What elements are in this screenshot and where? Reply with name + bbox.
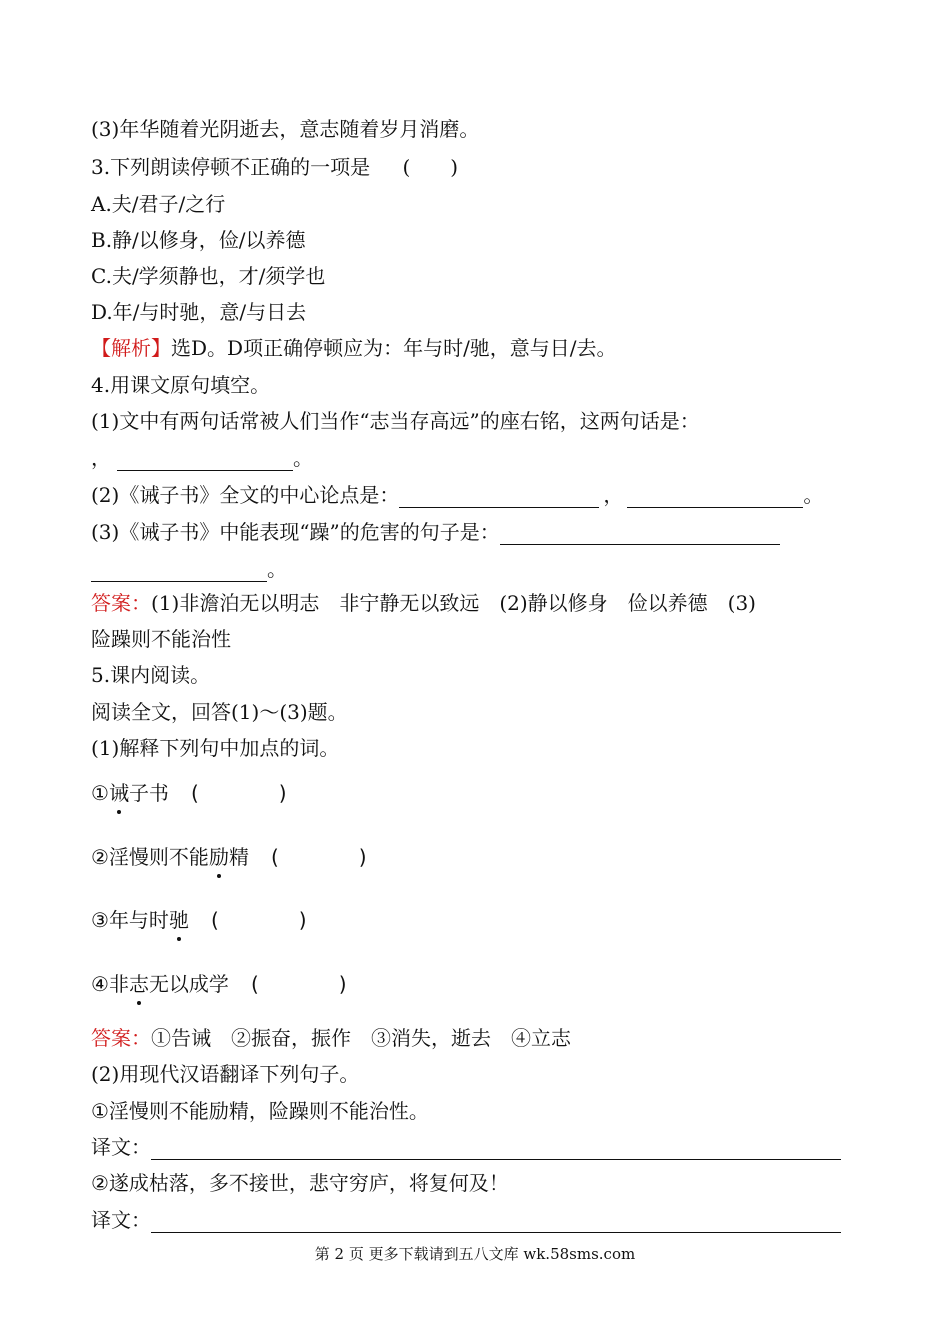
q4-answer <box>91 590 756 616</box>
item-number: ② <box>91 845 109 869</box>
q4-stem: 4.用课文原句填空。 <box>91 373 271 397</box>
analysis-label: 【解析】 <box>91 336 171 360</box>
q5-sentence2: ②遂成枯落，多不接世，悲守穷庐，将复何及！ <box>91 1171 509 1195</box>
word-pre: 年与时 <box>108 908 169 932</box>
fill-blank[interactable] <box>627 487 803 508</box>
page-footer: 第 2 页 更多下载请到五八文库 wk.58sms.com <box>314 1245 636 1263</box>
q3-stem <box>91 154 458 180</box>
q5-instruction: 阅读全文，回答(1)～(3)题。 <box>91 700 348 724</box>
q3-option-d: D.年/与时驰，意/与日去 <box>91 300 307 324</box>
translation-label: 译文： <box>91 1208 151 1232</box>
word-post: 子书 <box>128 781 169 805</box>
answer-paren: ( ) <box>190 781 287 805</box>
fill-blank[interactable] <box>117 450 293 471</box>
answer-label: 答案： <box>91 591 151 615</box>
answer-paren: ( ) <box>250 972 347 996</box>
q3-stem-text: 3.下列朗读停顿不正确的一项是 <box>91 155 371 179</box>
word-pre: 非 <box>108 972 129 996</box>
word-item-4 <box>91 971 347 997</box>
dotted-word: 驰 <box>168 908 189 932</box>
dotted-word: 志 <box>128 972 149 996</box>
q3-analysis <box>91 335 617 361</box>
answer-paren: ( ) <box>270 845 367 869</box>
fill-blank[interactable] <box>500 524 780 545</box>
fill-blank[interactable] <box>91 561 267 582</box>
translation-row-1 <box>91 1134 841 1160</box>
word-pre: 淫慢则不能 <box>108 845 209 869</box>
translation-blank[interactable] <box>151 1212 841 1233</box>
comma: ， <box>603 483 624 507</box>
q3-option-a: A.夫/君子/之行 <box>91 192 226 216</box>
answer-text: ①告诫 ②振奋，振作 ③消失，逝去 ④立志 <box>151 1026 571 1050</box>
period: 。 <box>803 483 824 507</box>
q5-sentence1: ①淫慢则不能励精，险躁则不能治性。 <box>91 1099 429 1123</box>
q4-item2-text: (2)《诫子书》全文的中心论点是： <box>91 483 400 507</box>
dotted-word: 励 <box>208 845 229 869</box>
answer-paren: ( ) <box>210 908 307 932</box>
item-number: ① <box>91 781 109 805</box>
comma: ， <box>91 446 111 470</box>
q4-item3 <box>91 519 780 545</box>
fill-blank[interactable] <box>399 487 599 508</box>
word-item-3 <box>91 907 307 933</box>
answer-label: 答案： <box>91 1026 151 1050</box>
q4-item3-line2 <box>91 556 287 582</box>
word-item-1 <box>91 780 287 806</box>
q4-item3-text: (3)《诫子书》中能表现“躁”的危害的句子是： <box>91 520 500 544</box>
q4-item2 <box>91 482 823 508</box>
q2-item3: (3)年华随着光阴逝去，意志随着岁月消磨。 <box>91 117 480 141</box>
q4-item1-answer-line <box>91 445 313 471</box>
word-post: 精 <box>228 845 249 869</box>
translation-row-2 <box>91 1207 841 1233</box>
q5-stem: 5.课内阅读。 <box>91 663 211 687</box>
dotted-word: 诫 <box>108 781 129 805</box>
period: 。 <box>293 446 313 470</box>
translation-blank[interactable] <box>151 1139 841 1160</box>
item-number: ④ <box>91 972 109 996</box>
period: 。 <box>267 557 287 581</box>
q3-answer-paren: ( ) <box>402 155 459 179</box>
q5-answer <box>91 1025 571 1051</box>
q3-option-c: C.夫/学须静也，才/须学也 <box>91 264 326 288</box>
word-post: 无以成学 <box>148 972 229 996</box>
analysis-text: 选D。D项正确停顿应为：年与时/驰，意与日/去。 <box>171 336 617 360</box>
q4-item1: (1)文中有两句话常被人们当作“志当存高远”的座右铭，这两句话是： <box>91 409 700 433</box>
item-number: ③ <box>91 908 109 932</box>
translation-label: 译文： <box>91 1135 151 1159</box>
q4-answer-line2: 险躁则不能治性 <box>91 627 231 651</box>
q5-sub1: (1)解释下列句中加点的词。 <box>91 736 340 760</box>
word-item-2 <box>91 844 367 870</box>
q5-sub2: (2)用现代汉语翻译下列句子。 <box>91 1062 360 1086</box>
answer-text: (1)非澹泊无以明志 非宁静无以致远 (2)静以修身 俭以养德 (3) <box>151 591 756 615</box>
q3-option-b: B.静/以修身，俭/以养德 <box>91 228 306 252</box>
